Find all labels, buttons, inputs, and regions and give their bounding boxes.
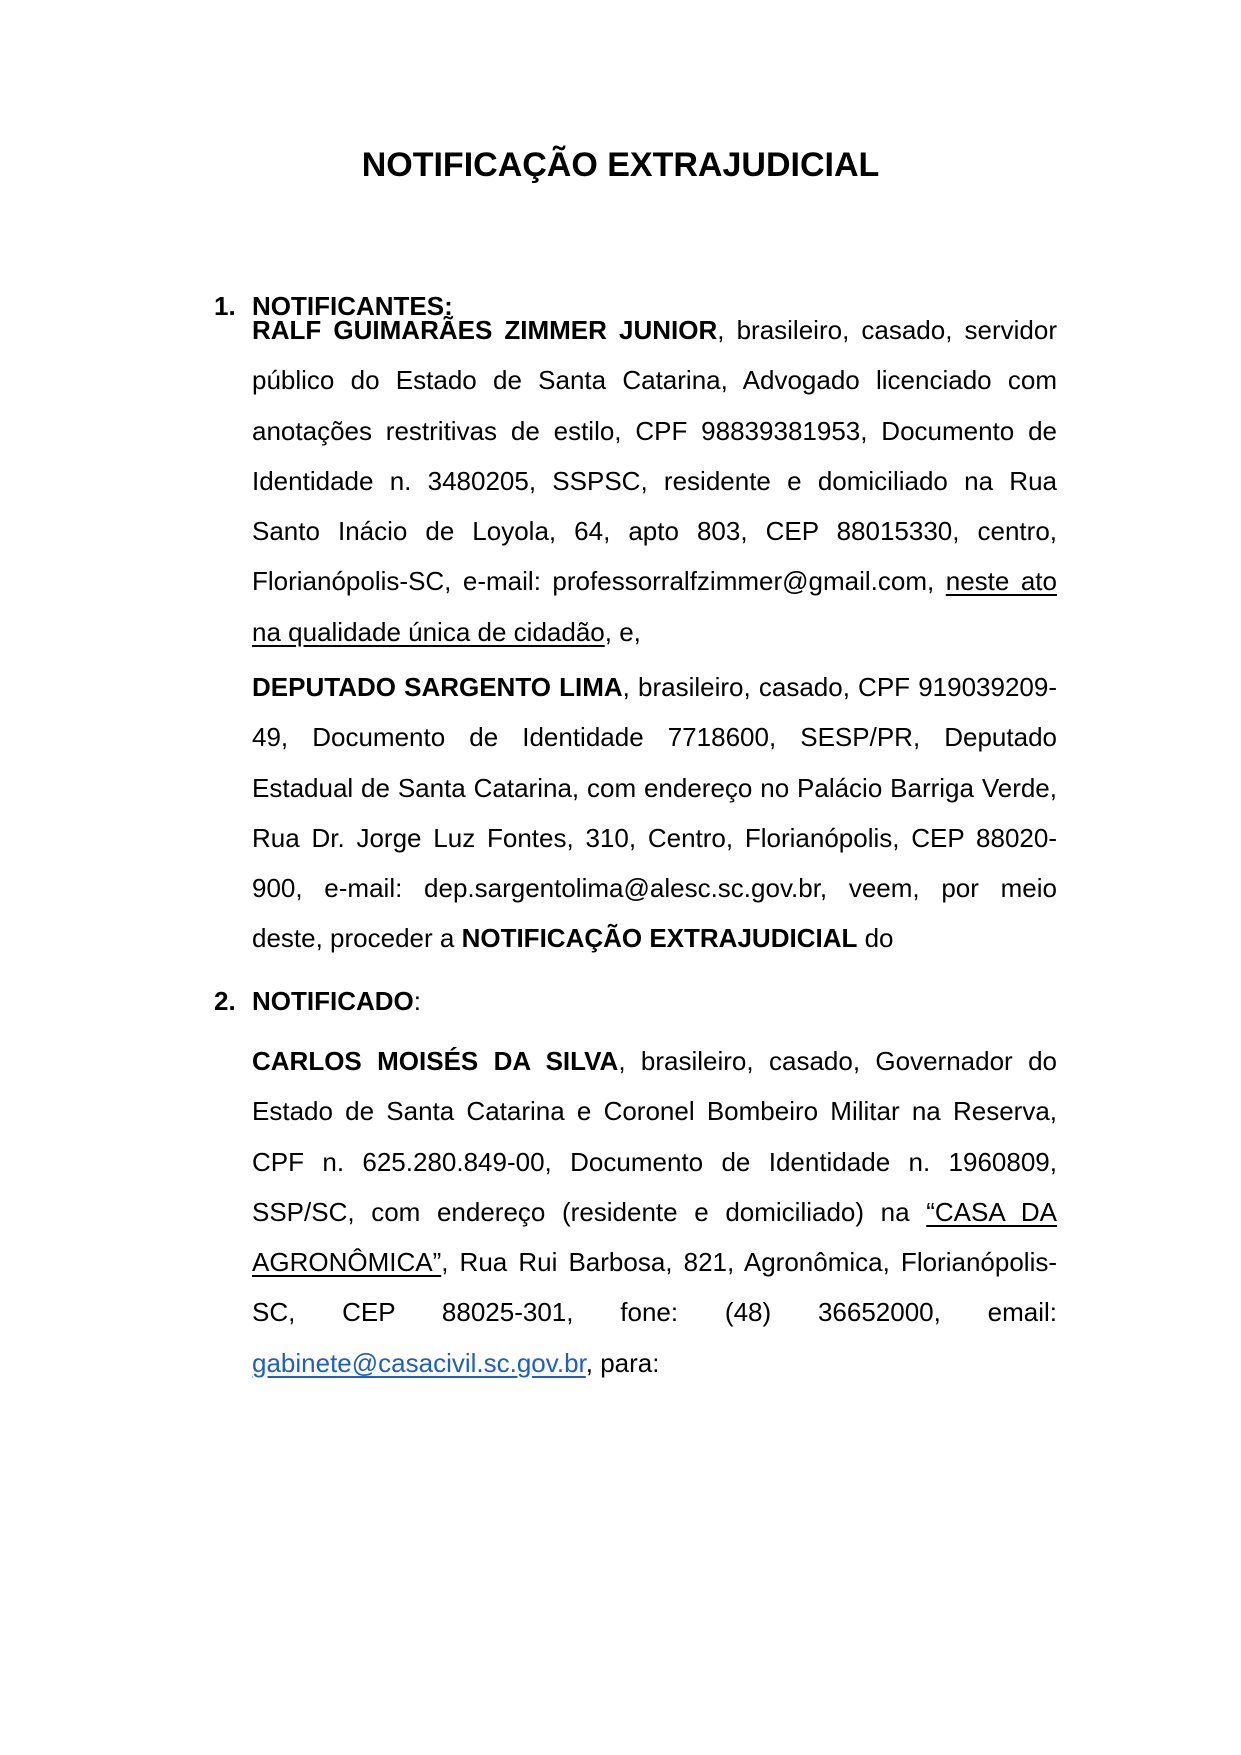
party-details-end: , e,	[604, 616, 641, 647]
party-details: , brasileiro, casado, servidor público do Estado de Santa Catarina, Advogado licenciado com anotações restritivas de estilo, CPF 98839381953, Documento de Identidade n. 3480205, SSPSC, residente e domiciliado na Rua Santo Inácio de Loyola, 64, apto 803, CEP 88015330, centro, Florianópolis-SC, e-mail: professorralfzimmer@gmail.com,	[252, 315, 1057, 597]
party-details-end: do	[857, 923, 894, 954]
qualification-underlined: neste ato na qualidade única de cidadão	[252, 566, 1057, 647]
party-address: , Rua Rui Barbosa, 821, Agronômica, Florianópolis-SC, CEP 88025-301, fone: (48) 36652000, email:	[252, 1247, 1057, 1328]
party-paragraph-sargento-lima	[252, 662, 1057, 964]
section-number: 2.	[214, 986, 236, 1016]
party-details: , brasileiro, casado, CPF 919039209-49, Documento de Identidade 7718600, SESP/PR, Deputado Estadual de Santa Catarina, com endereço no Palácio Barriga Verde, Rua Dr. Jorge Luz Fontes, 310, Centro, Florianópolis, CEP 88020-900, e-mail: dep.sargentolima@alesc.sc.gov.br, veem, por meio deste, proceder a	[252, 672, 1057, 954]
party-name: CARLOS MOISÉS DA SILVA	[252, 1046, 619, 1076]
section-heading-notificado	[214, 986, 421, 1016]
party-details-end: , para:	[585, 1347, 660, 1378]
section-number: 1.	[214, 291, 236, 321]
document-title: NOTIFICAÇÃO EXTRAJUDICIAL	[361, 146, 880, 184]
party-name: DEPUTADO SARGENTO LIMA	[252, 672, 623, 702]
notice-bold-term: NOTIFICAÇÃO EXTRAJUDICIAL	[461, 923, 858, 954]
party-paragraph-ralf	[252, 305, 1057, 657]
residence-name-underlined: “CASA DA AGRONÔMICA”	[252, 1196, 1057, 1278]
party-name: RALF GUIMARÃES ZIMMER JUNIOR	[252, 315, 718, 345]
section-title: NOTIFICADO	[252, 986, 414, 1016]
party-paragraph-carlos-moises	[252, 1036, 1057, 1388]
section-title-colon: :	[413, 986, 421, 1016]
email-link[interactable]: gabinete@casacivil.sc.gov.br	[252, 1347, 586, 1378]
section-title: NOTIFICANTES:	[252, 291, 453, 321]
party-details: , brasileiro, casado, Governador do Estado de Santa Catarina e Coronel Bombeiro Militar na Reserva, CPF n. 625.280.849-00, Documento de Identidade n. 1960809, SSP/SC, com endereço (residente e domiciliado) na	[252, 1046, 1057, 1227]
